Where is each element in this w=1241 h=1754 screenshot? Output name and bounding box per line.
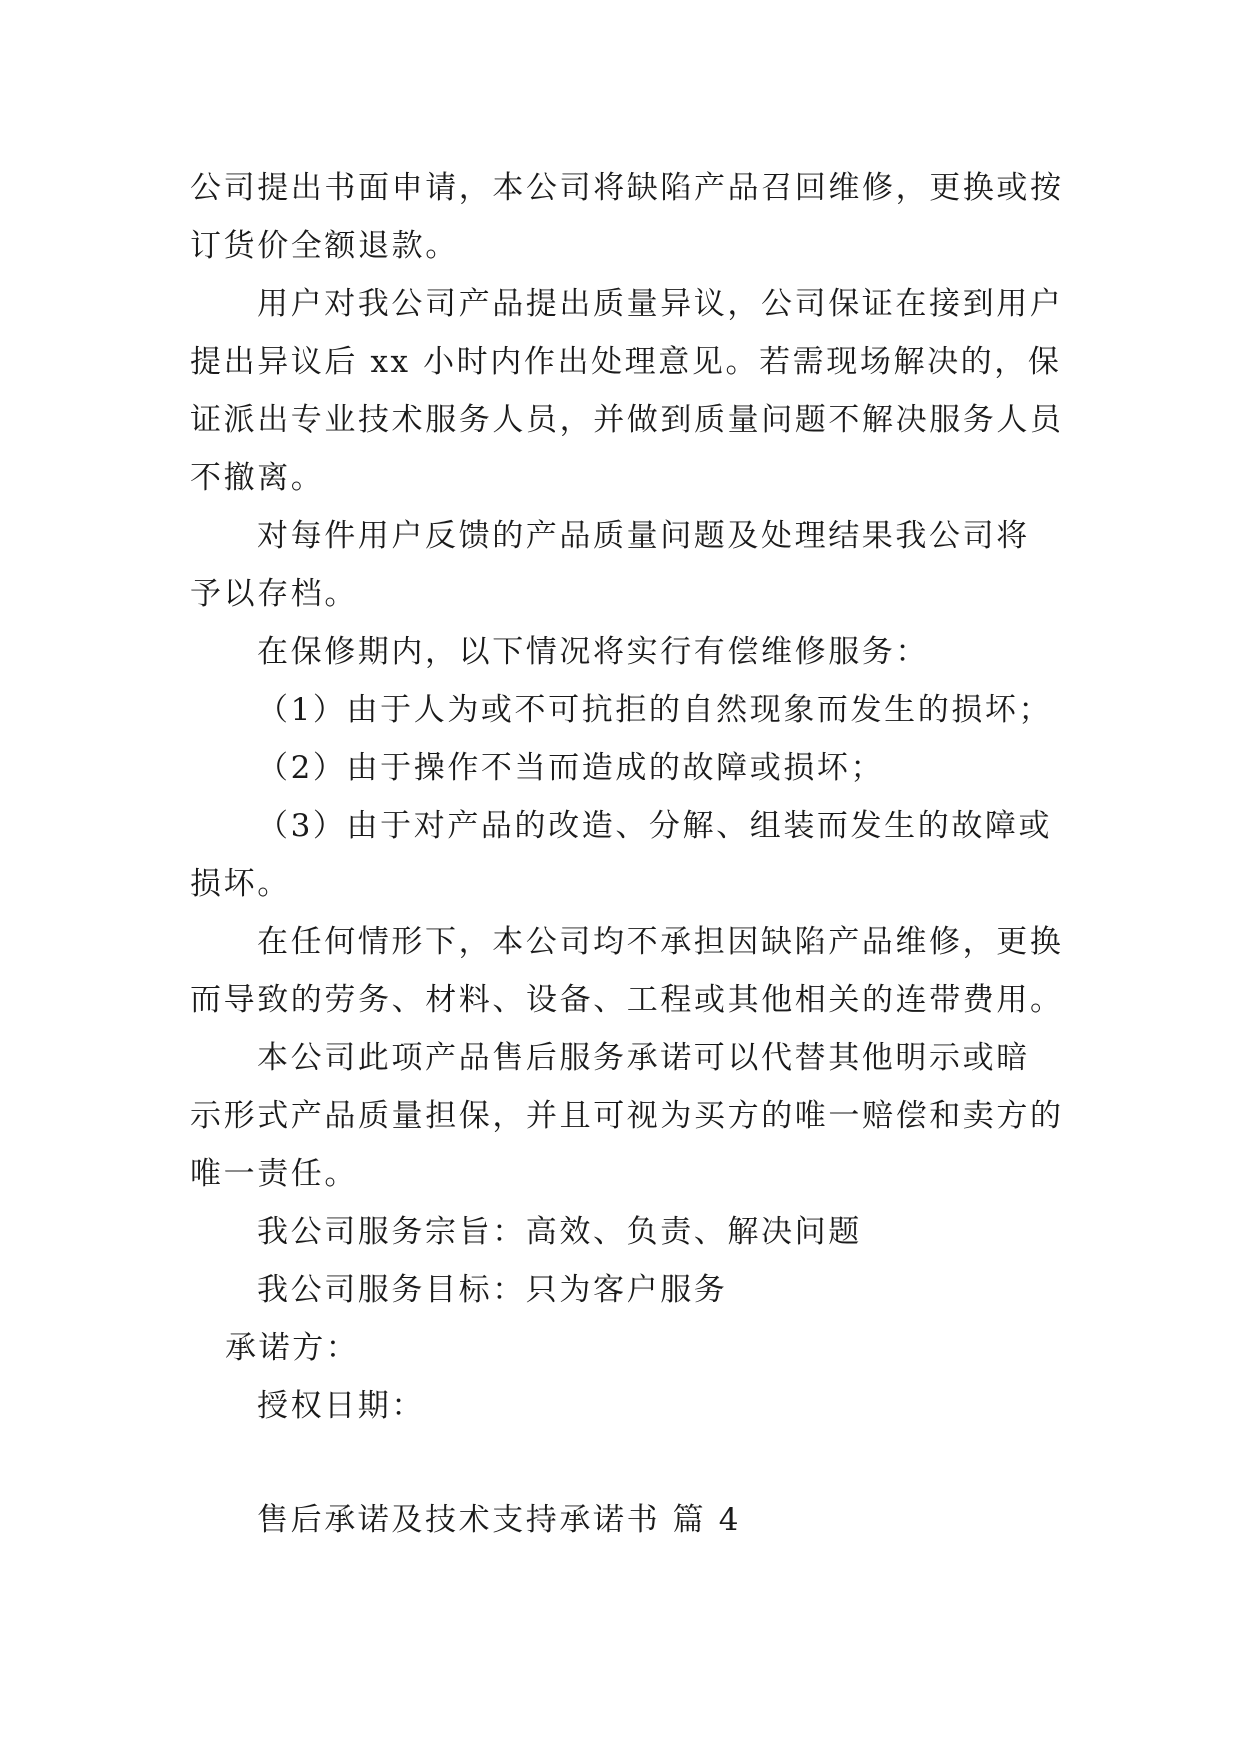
text-line: 在保修期内，以下情况将实行有偿维修服务： [257,634,929,670]
section-heading: 售后承诺及技术支持承诺书 篇 4 [257,1502,742,1538]
text-line: 用户对我公司产品提出质量异议，公司保证在接到用户 [257,286,1064,322]
text-line: 对每件用户反馈的产品质量问题及处理结果我公司将 [257,518,1030,554]
text-line: 本公司此项产品售后服务承诺可以代替其他明示或暗 [257,1040,1030,1076]
list-item: （2）由于操作不当而造成的故障或损坏； [257,750,885,786]
text-line: 订货价全额退款。 [190,228,459,264]
text-line: 在任何情形下，本公司均不承担因缺陷产品维修，更换 [257,924,1064,960]
text-line: 示形式产品质量担保，并且可视为买方的唯一赔偿和卖方的 [190,1098,1064,1134]
authorization-date-label: 授权日期： [257,1388,425,1424]
list-item: （3）由于对产品的改造、分解、组装而发生的故障或 [257,808,1053,844]
text-line: 不撤离。 [190,460,325,496]
list-item: （1）由于人为或不可抗拒的自然现象而发生的损坏； [257,692,1053,728]
text-line: 公司提出书面申请，本公司将缺陷产品召回维修，更换或按 [190,170,1064,206]
service-goal: 我公司服务目标：只为客户服务 [257,1272,728,1308]
text-line: 提出异议后 xx 小时内作出处理意见。若需现场解决的，保 [190,344,1062,380]
text-line: 损坏。 [190,866,291,902]
text-line: 予以存档。 [190,576,358,612]
text-line: 唯一责任。 [190,1156,358,1192]
service-purpose: 我公司服务宗旨：高效、负责、解决问题 [257,1214,862,1250]
promisor-label: 承诺方： [225,1330,360,1366]
text-line: 证派出专业技术服务人员，并做到质量问题不解决服务人员 [190,402,1064,438]
text-line: 而导致的劳务、材料、设备、工程或其他相关的连带费用。 [190,982,1064,1018]
